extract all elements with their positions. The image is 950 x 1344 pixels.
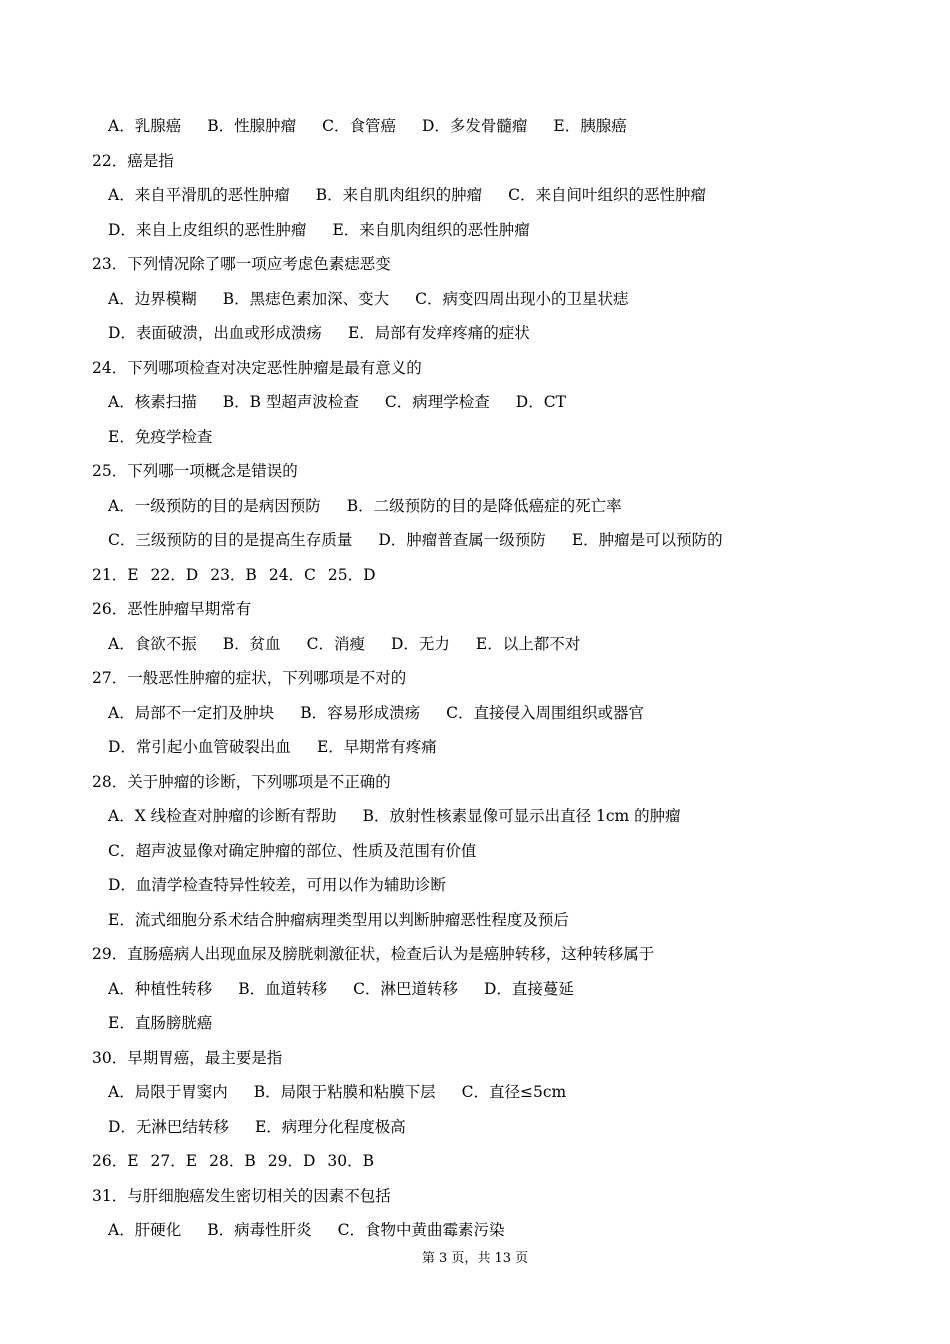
options-line <box>108 875 446 895</box>
option: A．种植性转移 <box>108 979 213 998</box>
answer-key: 21．E <box>92 565 139 584</box>
option: D．肿瘤普查属一级预防 <box>378 531 546 549</box>
answer-key: 24．C <box>268 565 316 584</box>
options-line <box>108 841 476 861</box>
option: A．核素扫描 <box>108 393 197 411</box>
option: D．来自上皮组织的恶性肿瘤 <box>108 220 307 239</box>
option: E．病理分化程度极高 <box>254 1117 406 1136</box>
options-line <box>108 806 681 826</box>
option: C．病变四周出现小的卫星状痣 <box>415 289 629 308</box>
option: A．一级预防的目的是病因预防 <box>108 496 321 515</box>
options-line <box>108 1082 566 1102</box>
option: D．CT <box>515 393 566 411</box>
option: E．胰腺癌 <box>553 117 627 135</box>
question-stem: 28．关于肿瘤的诊断，下列哪项是不正确的 <box>92 772 391 791</box>
option: B．B 型超声波检查 <box>222 393 359 411</box>
options-line <box>108 323 530 343</box>
answer-key-line <box>92 565 376 585</box>
option: A．局部不一定扪及肿块 <box>108 703 275 722</box>
options-line <box>108 116 627 136</box>
option: E．直肠膀胱癌 <box>108 1014 213 1032</box>
option: E．局部有发痒疼痛的症状 <box>347 324 530 342</box>
options-line <box>108 392 566 412</box>
page-footer: 第 3 页，共 13 页 <box>421 1251 529 1266</box>
option: D．多发骨髓瘤 <box>421 117 528 135</box>
option: C．超声波显像对确定肿瘤的部位、性质及范围有价值 <box>108 841 477 860</box>
option: D．表面破溃，出血或形成溃疡 <box>108 324 322 342</box>
option: E．早期常有疼痛 <box>316 738 437 756</box>
option: E．流式细胞分系术结合肿瘤病理类型用以判断肿瘤恶性程度及预后 <box>108 910 569 929</box>
option: A．来自平滑肌的恶性肿瘤 <box>108 186 290 204</box>
options-line <box>108 1117 406 1137</box>
question-stem: 22．癌是指 <box>92 151 174 170</box>
options-line <box>108 427 212 447</box>
answer-key: 27．E <box>150 1152 198 1170</box>
option: E．免疫学检查 <box>108 427 213 446</box>
option: B．二级预防的目的是降低癌症的死亡率 <box>346 496 622 515</box>
option: E．肿瘤是可以预防的 <box>571 531 723 549</box>
answer-key: 23．B <box>210 565 257 584</box>
option: A．X 线检查对肿瘤的诊断有帮助 <box>108 807 337 825</box>
question-stem: 26．恶性肿瘤早期常有 <box>92 600 252 618</box>
answer-key: 26．E <box>92 1152 139 1170</box>
answer-key: 22．D <box>150 565 199 584</box>
options-line <box>108 1220 504 1240</box>
option: B．血道转移 <box>238 979 328 998</box>
question-stem: 27．一般恶性肿瘤的症状，下列哪项是不对的 <box>92 669 407 687</box>
options-line <box>108 910 569 930</box>
option: C．三级预防的目的是提高生存质量 <box>108 531 353 549</box>
option: D．直接蔓延 <box>483 979 574 998</box>
options-line <box>108 979 574 999</box>
options-line <box>108 185 706 205</box>
option: D．常引起小血管破裂出血 <box>108 738 291 756</box>
option: B．黑痣色素加深、变大 <box>222 289 390 308</box>
option: C．食物中黄曲霉素污染 <box>337 1221 505 1239</box>
option: D．无力 <box>390 634 450 653</box>
option: C．消瘦 <box>306 634 365 653</box>
option: B．贫血 <box>222 634 281 653</box>
option: C．来自间叶组织的恶性肿瘤 <box>508 186 706 204</box>
option: E．来自肌肉组织的恶性肿瘤 <box>332 220 530 239</box>
options-line <box>108 703 644 723</box>
option: A．肝硬化 <box>108 1221 182 1239</box>
options-line <box>108 530 723 550</box>
option: C．病理学检查 <box>384 393 490 411</box>
options-line <box>108 737 437 757</box>
options-line <box>108 289 628 309</box>
option: B．来自肌肉组织的肿瘤 <box>315 186 483 204</box>
option: D．无淋巴结转移 <box>108 1117 229 1136</box>
answer-key: 30．B <box>327 1152 374 1170</box>
option: A．边界模糊 <box>108 289 197 308</box>
option: B．放射性核素显像可显示出直径 1cm 的肿瘤 <box>362 807 681 825</box>
question-stem: 23．下列情况除了哪一项应考虑色素痣恶变 <box>92 255 391 273</box>
question-stem: 30．早期胃癌，最主要是指 <box>92 1048 283 1067</box>
option: A．乳腺癌 <box>108 117 182 135</box>
answer-key: 29．D <box>267 1152 316 1170</box>
option: A．食欲不振 <box>108 634 197 653</box>
option: C．食管癌 <box>322 117 396 135</box>
option: E．以上都不对 <box>475 634 581 653</box>
options-line <box>108 496 622 516</box>
option: C．淋巴道转移 <box>353 979 458 998</box>
question-stem: 31．与肝细胞癌发生密切相关的因素不包括 <box>92 1186 391 1205</box>
option: C．直径≤5cm <box>461 1083 567 1101</box>
options-line <box>108 220 530 240</box>
question-stem: 25．下列哪一项概念是错误的 <box>92 462 298 480</box>
question-stem: 29．直肠癌病人出现血尿及膀胱刺激征状，检查后认为是癌肿转移，这种转移属于 <box>92 945 655 963</box>
options-line <box>108 634 580 654</box>
question-stem: 24．下列哪项检查对决定恶性肿瘤是最有意义的 <box>92 358 422 377</box>
answer-key: 28．B <box>209 1152 256 1170</box>
option: B．病毒性肝炎 <box>207 1221 312 1239</box>
option: B．局限于粘膜和粘膜下层 <box>253 1083 436 1101</box>
answer-key-line <box>92 1151 374 1171</box>
options-line <box>108 1013 212 1033</box>
option: A．局限于胃窦内 <box>108 1083 228 1101</box>
option: B．性腺肿瘤 <box>207 117 297 135</box>
option: C．直接侵入周围组织或器官 <box>446 703 644 722</box>
answer-key: 25．D <box>327 565 376 584</box>
option: B．容易形成溃疡 <box>300 703 421 722</box>
option: D．血清学检查特异性较差，可用以作为辅助诊断 <box>108 876 446 894</box>
